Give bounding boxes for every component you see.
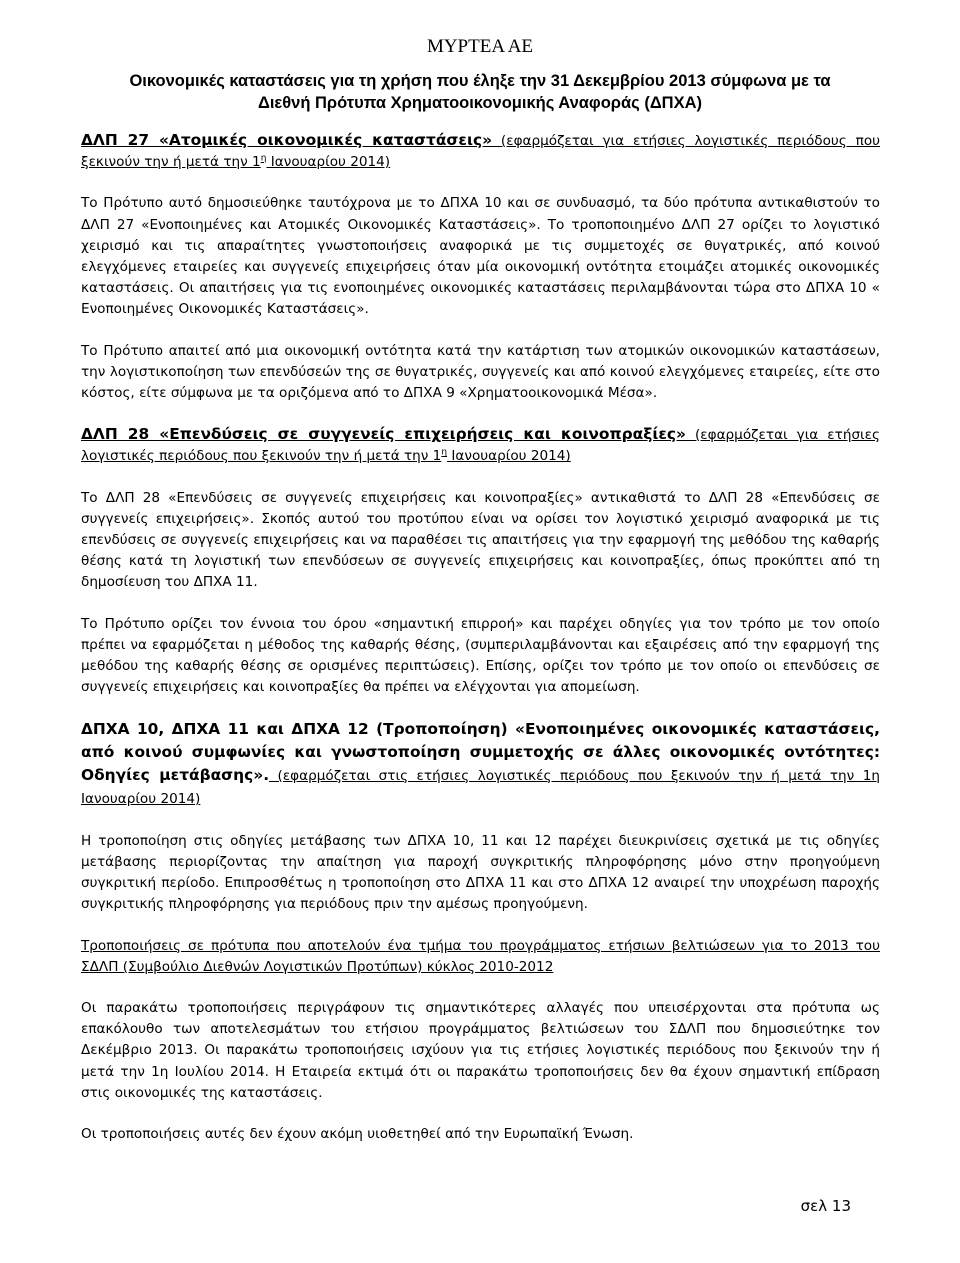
section-heading-ifrs10-11-12	[81, 718, 880, 810]
heading-title: ΔΠΧΑ 10, ΔΠΧΑ 11 και ΔΠΧΑ 12 (Τροποποίηση) «Ενοποιημένες οικονομικές καταστάσεις, από κοινού συμφωνίες και γνωστοποίηση συμμετοχής σε άλλες οικονομικές οντότητες: Οδηγίες μετάβασης».	[81, 720, 880, 784]
heading-applicability: (εφαρμόζεται για ετήσιες λογιστικές περιόδους που ξεκινούν την ή μετά την 1	[81, 427, 880, 465]
section-heading-annual-improvements: Τροποποιήσεις σε πρότυπα που αποτελούν ένα τμήμα του προγράμματος ετήσιων βελτιώσεων για το 2013 του ΣΔΛΠ (Συμβούλιο Διεθνών Λογιστικών Προτύπων) κύκλος 2010-2012	[81, 937, 880, 975]
paragraph: Το ΔΛΠ 28 «Επενδύσεις σε συγγενείς επιχειρήσεις και κοινοπραξίες» αντικαθιστά το ΔΛΠ 28 «Επενδύσεις σε συγγενείς επιχειρήσεις». Σκοπός αυτού του προτύπου είναι να ορίσει τον λογιστικό χειρισμό αναφορικά με τις επενδύσεις σε συγγενείς επιχειρήσεις και να παραθέσει τις απαιτήσεις για την εφαρμογή της μεθόδου της καθαρής θέσης κατά τη λογιστική των επενδύσεων σε συγγενείς επιχειρήσεις και κοινοπραξίες, όπως προκύπτει από τη δημοσίευση του ΔΠΧΑ 11.	[81, 489, 880, 591]
report-title-line-1: Οικονομικές καταστάσεις για τη χρήση που έληξε την 31 Δεκεμβρίου 2013 σύμφωνα με τα	[129, 72, 831, 90]
report-title	[0, 70, 960, 114]
section-heading-ias28	[81, 424, 880, 467]
heading-applicability-end: Ιανουαρίου 2014)	[266, 154, 391, 171]
paragraph: Οι τροποποιήσεις αυτές δεν έχουν ακόμη υιοθετηθεί από την Ευρωπαϊκή Ένωση.	[81, 1126, 634, 1143]
heading-applicability-end: Ιανουαρίου 2014)	[447, 448, 571, 465]
paragraph: Το Πρότυπο απαιτεί από μια οικονομική οντότητα κατά την κατάρτιση των ατομικών οικονομικών καταστάσεων, την λογιστικοποίηση των επενδύσεών της σε θυγατρικές, συγγενείς και από κοινού ελεγχόμενες εταιρείες, είτε στο κόστος, είτε σύμφωνα με τα οριζόμενα από το ΔΠΧΑ 9 «Χρηματοοικονομικά Μέσα».	[81, 342, 880, 402]
heading-title: ΔΛΠ 27 «Ατομικές οικονομικές καταστάσεις»	[81, 131, 493, 149]
heading-superscript: η	[260, 153, 267, 164]
heading-title: ΔΛΠ 28 «Επενδύσεις σε συγγενείς επιχειρήσεις και κοινοπραξίες»	[81, 425, 686, 444]
heading-superscript: η	[441, 447, 448, 458]
section-heading-ias27	[81, 130, 880, 173]
heading-applicability: (εφαρμόζεται για ετήσιες λογιστικές περιόδους που ξεκινούν την ή μετά την 1	[81, 133, 881, 171]
company-name: ΜΥΡΤΕΑ ΑΕ	[426, 36, 534, 57]
paragraph: Η τροποποίηση στις οδηγίες μετάβασης των ΔΠΧΑ 10, 11 και 12 παρέχει διευκρινίσεις σχετικά με τις οδηγίες μετάβασης περιορίζοντας την απαίτηση για παροχή συγκριτικής πληροφόρησης μόνο στην προηγούμενη συγκριτική περίοδο. Επιπροσθέτως η τροποποίηση στο ΔΠΧΑ 11 και στο ΔΠΧΑ 12 αναιρεί την υποχρέωση παροχής συγκριτικής πληροφόρησης για περιόδους πριν την αμέσως προηγούμενη.	[81, 832, 880, 913]
paragraph: Οι παρακάτω τροποποιήσεις περιγράφουν τις σημαντικότερες αλλαγές που υπεισέρχονται στα πρότυπα ως επακόλουθο των αποτελεσμάτων του ετήσιου προγράμματος βελτιώσεων του ΣΔΛΠ που δημοσιεύτηκε τον Δεκέμβριο 2013. Οι παρακάτω τροποποιήσεις ισχύουν για τις ετήσιες λογιστικές περιόδους που ξεκινούν την ή μετά την 1η Ιουλίου 2014. Η Εταιρεία εκτιμά ότι οι παρακάτω τροποποιήσεις δεν θα έχουν σημαντική επίδραση στις οικονομικές της καταστάσεις.	[81, 1000, 880, 1101]
page-number: σελ 13	[800, 1197, 851, 1215]
heading-applicability: (εφαρμόζεται στις ετήσιες λογιστικές περιόδους που ξεκινούν την ή μετά την 1η Ιανουαρίου 2014)	[81, 767, 880, 808]
report-title-line-2: Διεθνή Πρότυπα Χρηματοοικονομικής Αναφοράς (ΔΠΧΑ)	[257, 94, 703, 112]
paragraph: Το Πρότυπο αυτό δημοσιεύθηκε ταυτόχρονα με το ΔΠΧΑ 10 και σε συνδυασμό, τα δύο πρότυπα αντικαθιστούν το ΔΛΠ 27 «Ενοποιημένες και Ατομικές Οικονομικές Καταστάσεις». Το τροποποιημένο ΔΛΠ 27 ορίζει το λογιστικό χειρισμό και τις απαραίτητες γνωστοποιήσεις αναφορικά με τις συμμετοχές σε θυγατρικές, από κοινού ελεγχόμενες εταιρείες και συγγενείς επιχειρήσεις όταν μία οικονομική οντότητα ετοιμάζει ατομικές οικονομικές καταστάσεις. Οι απαιτήσεις για τις ενοποιημένες οικονομικές καταστάσεις περιλαμβάνονται τώρα στο ΔΠΧΑ 10 « Ενοποιημένες Οικονομικές Καταστάσεις».	[81, 195, 880, 318]
paragraph: Το Πρότυπο ορίζει τον έννοια του όρου «σημαντική επιρροή» και παρέχει οδηγίες για τον τρόπο με τον οποίο πρέπει να εφαρμόζεται η μέθοδος της καθαρής θέσης, (συμπεριλαμβάνονται και εξαιρέσεις από την εφαρμογή της μεθόδου της καθαρής θέσης σε ορισμένες περιπτώσεις). Επίσης, ορίζει τον τρόπο με τον οποίο οι επενδύσεις σε συγγενείς επιχειρήσεις και κοινοπραξίες θα πρέπει να ελέγχονται για απομείωση.	[81, 615, 880, 696]
document-body	[81, 130, 880, 1165]
